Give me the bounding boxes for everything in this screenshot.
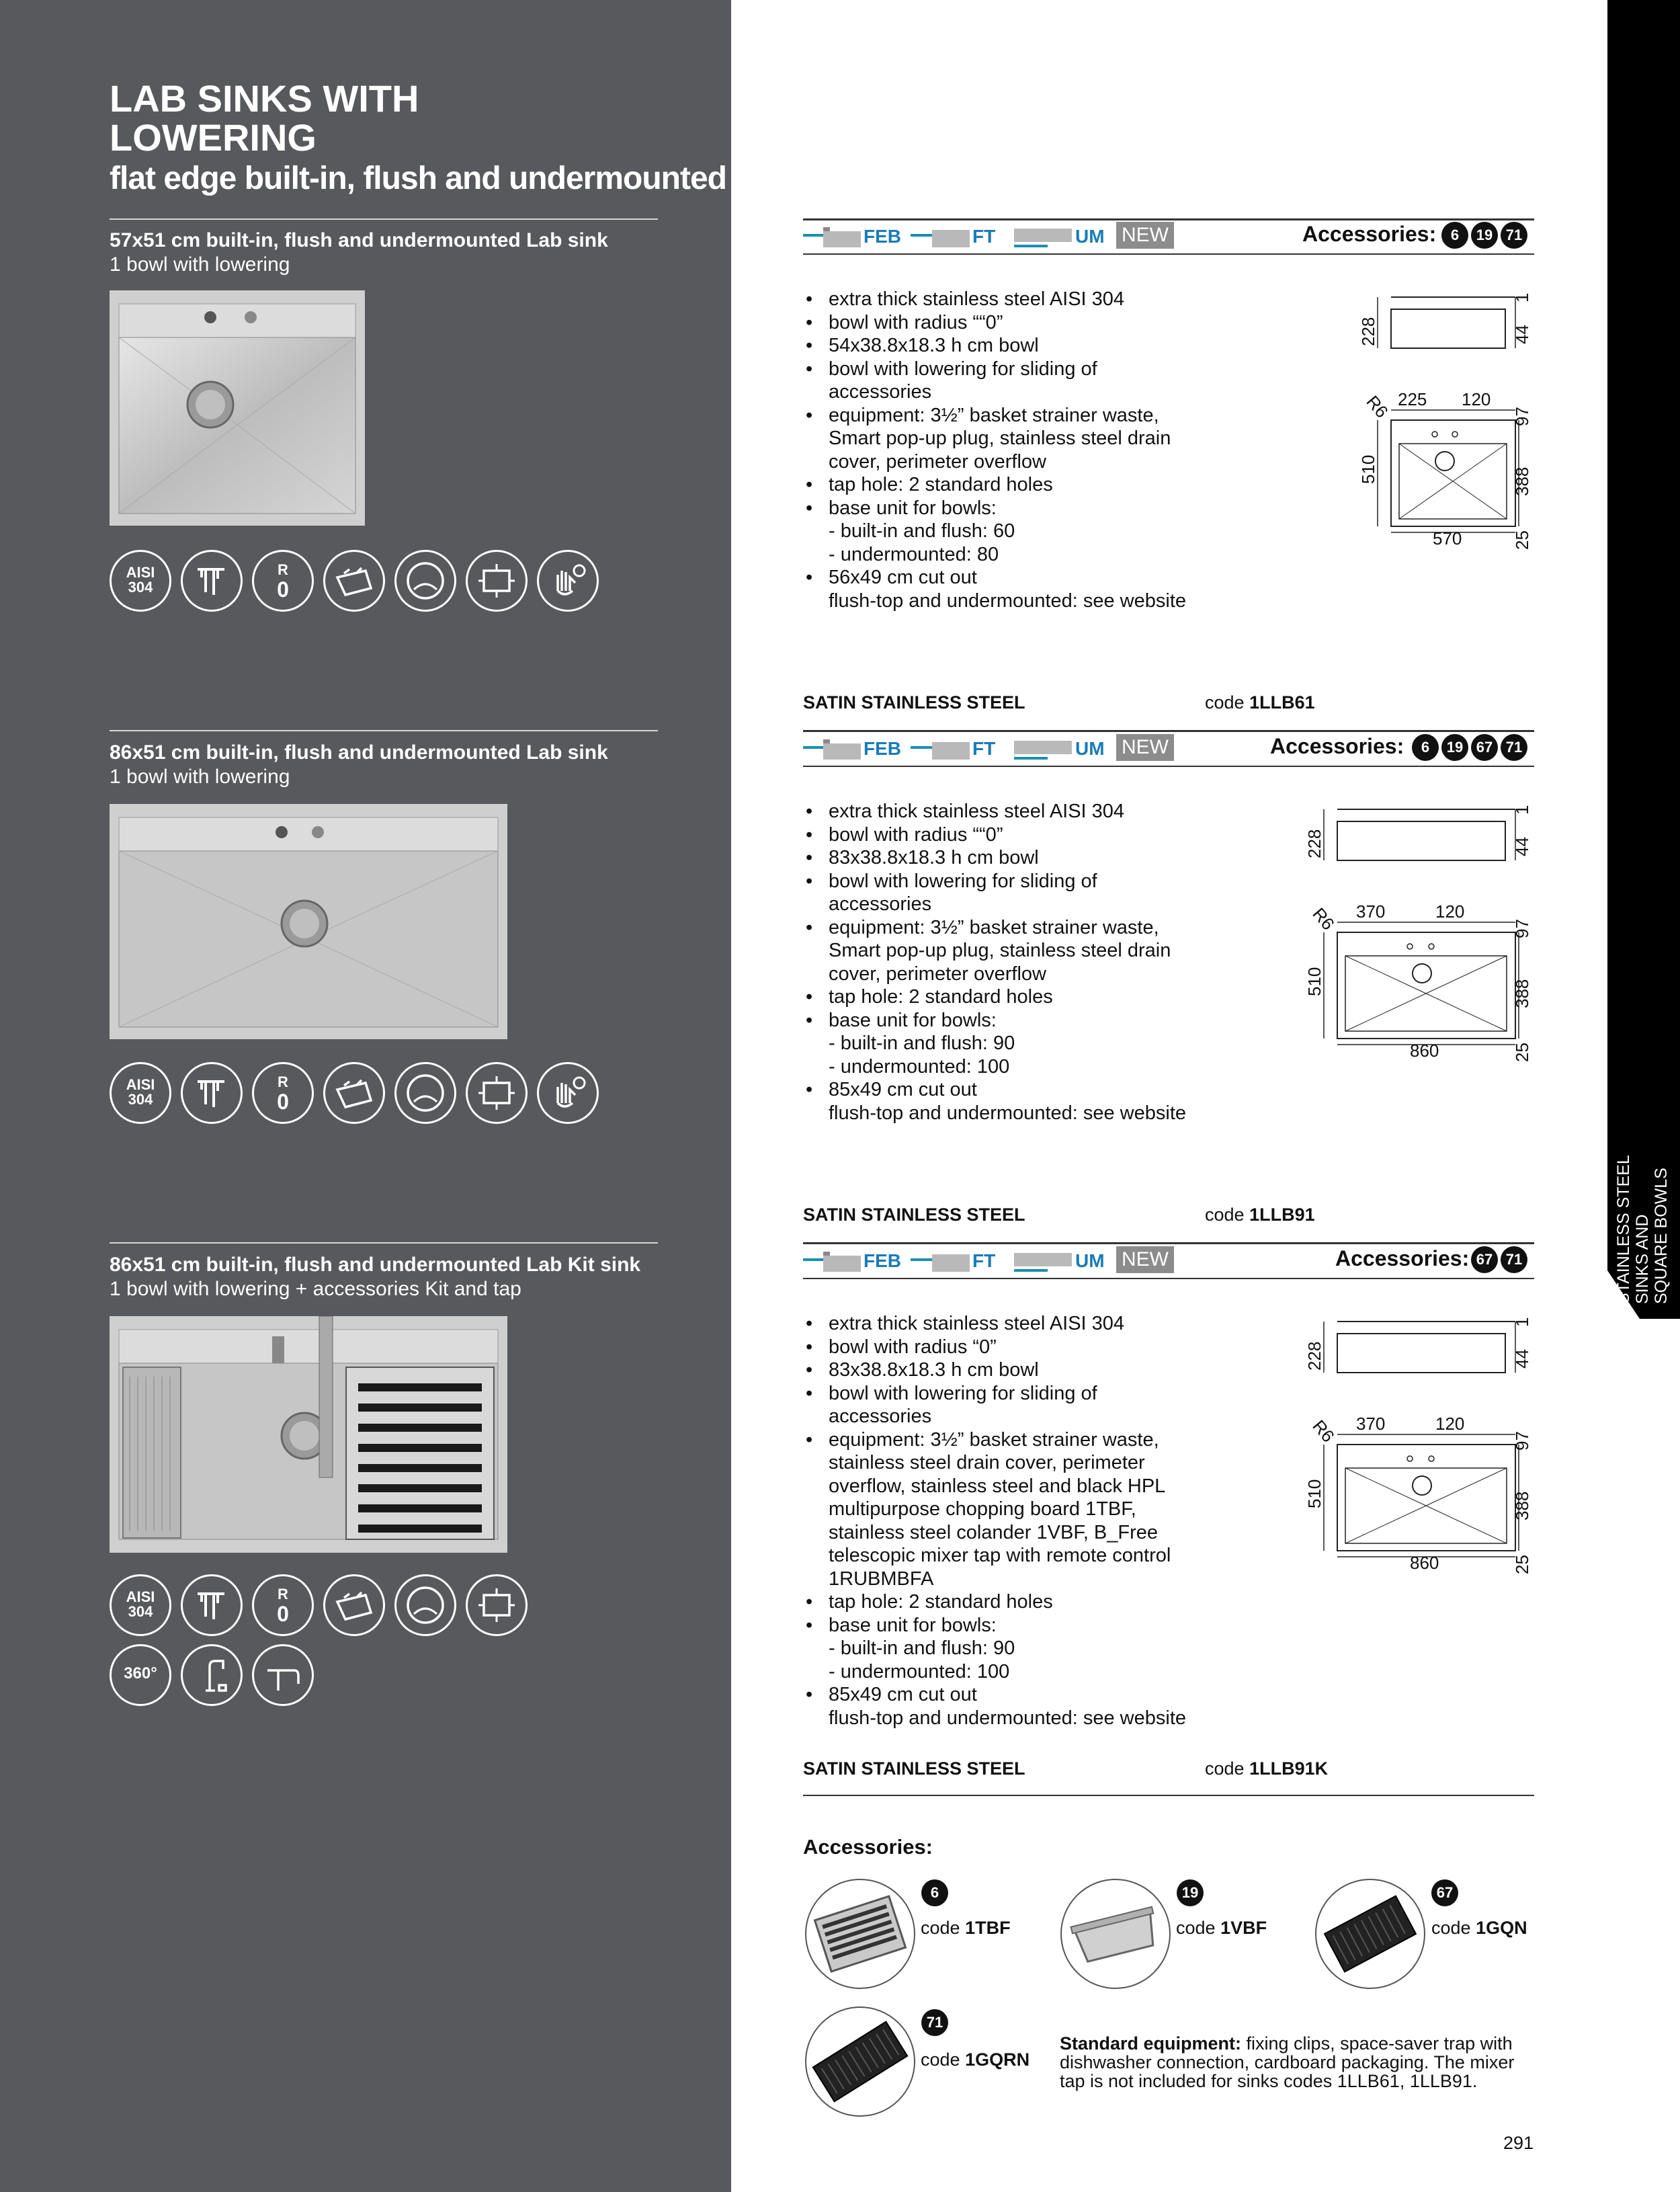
product-2-finish: SATIN STAINLESS STEEL <box>803 1205 1025 1225</box>
side-tab-line-2: SINKS AND <box>1633 1214 1652 1304</box>
dim-b: 120 <box>1462 389 1491 409</box>
product-3-specs <box>803 1312 1233 1730</box>
spec-line: telescopic mixer tap with remote control <box>829 1545 1171 1566</box>
aisi-icon-number: 304 <box>128 579 153 596</box>
radius-zero-icon <box>252 1062 314 1124</box>
accessory-colander-image <box>1060 1879 1171 1989</box>
spec-line: • extra thick stainless steel AISI 304 <box>803 800 1233 823</box>
dim-r6: R6 <box>1362 391 1392 422</box>
hand-wash-icon <box>537 550 599 612</box>
product-3-finish: SATIN STAINLESS STEEL <box>803 1758 1025 1779</box>
product-3-code <box>1205 1758 1328 1779</box>
aisi-304-icon <box>110 550 171 612</box>
product-3-technical-drawing <box>1297 1307 1552 1582</box>
accessory-number-badge: 67 <box>1431 1879 1458 1906</box>
um-label: UM <box>1075 1250 1105 1271</box>
accessory-code <box>1176 1918 1267 1939</box>
product-2-code <box>1205 1205 1315 1225</box>
radius-icon-number: 0 <box>277 1602 289 1626</box>
spec-line: flush-top and undermounted: see website <box>829 1102 1187 1124</box>
product-1-specs <box>803 288 1233 612</box>
product-3-bottom-rule <box>803 1795 1534 1796</box>
caliper-icon <box>181 1062 243 1124</box>
aisi-icon-label: AISI <box>126 1588 155 1605</box>
spec-line: - built-in and flush: 90 <box>829 1637 1015 1659</box>
accessory-number-badge: 6 <box>921 1879 948 1906</box>
spec-line: • tap hole: 2 standard holes <box>803 985 1233 1009</box>
dim-25: 25 <box>1512 1555 1532 1574</box>
cut-out-icon <box>466 1062 528 1124</box>
dim-1: 1 <box>1512 1317 1532 1327</box>
dim-1: 1 <box>1512 805 1532 815</box>
radius-icon-label: R <box>278 561 288 578</box>
drain-icon <box>394 1574 456 1636</box>
product-1-title-sub: 1 bowl with lowering <box>110 253 290 276</box>
spec-line: - undermounted: 100 <box>829 1055 1010 1078</box>
hand-wash-icon <box>537 1062 599 1124</box>
caliper-icon <box>181 550 243 612</box>
feb-label: FEB <box>864 738 901 759</box>
spec-line: • equipment: 3½” basket strainer waste, <box>803 404 1233 428</box>
accessory-chopping-board-image <box>805 1879 915 1989</box>
radius-zero-icon <box>252 1574 314 1636</box>
spec-line: • extra thick stainless steel AISI 304 <box>803 1312 1233 1336</box>
spec-line: overflow, stainless steel and black HPL <box>829 1475 1166 1497</box>
telescopic-tap-icon <box>252 1644 314 1706</box>
radius-icon-number: 0 <box>277 577 289 602</box>
spec-line: • equipment: 3½” basket strainer waste, <box>803 1428 1233 1452</box>
spec-line: flush-top and undermounted: see website <box>829 590 1187 612</box>
aisi-304-icon <box>110 1574 171 1636</box>
accessory-badge: 67 <box>1471 1246 1498 1273</box>
accessory-badge: 6 <box>1412 734 1439 761</box>
code-label: code <box>1205 1205 1245 1225</box>
page-title <box>110 79 419 157</box>
spec-line: cover, perimeter overflow <box>829 963 1046 985</box>
caliper-icon <box>181 1574 243 1636</box>
dim-a: 370 <box>1356 901 1386 922</box>
product-2-spec-header <box>803 734 1534 777</box>
dim-44: 44 <box>1512 325 1532 344</box>
feb-label: FEB <box>864 226 901 247</box>
spec-line: • 85x49 cm cut out <box>803 1683 1233 1707</box>
feb-label: FEB <box>864 1250 901 1271</box>
product-3-header-rule <box>803 1278 1534 1279</box>
dim-388: 388 <box>1512 1491 1532 1520</box>
dim-width: 570 <box>1433 528 1462 549</box>
spec-line: Smart pop-up plug, stainless steel drain <box>829 428 1171 449</box>
product-3-title-sub: 1 bowl with lowering + accessories Kit and tap <box>110 1278 521 1300</box>
product-code: 1LLB91K <box>1249 1758 1329 1779</box>
dim-228: 228 <box>1358 317 1378 346</box>
dim-510: 510 <box>1304 967 1325 996</box>
code-label: code <box>1176 1918 1216 1938</box>
dim-44: 44 <box>1512 1349 1532 1369</box>
spec-line: • 83x38.8x18.3 h cm bowl <box>803 1358 1233 1382</box>
spec-line: 1RUBMBFA <box>829 1568 934 1590</box>
spec-line: • tap hole: 2 standard holes <box>803 1590 1233 1614</box>
product-2-technical-drawing <box>1297 795 1552 1070</box>
dim-b: 120 <box>1435 1414 1465 1434</box>
dim-r6: R6 <box>1308 903 1339 934</box>
spec-line: • bowl with radius ““0” <box>803 311 1233 335</box>
spec-line: • equipment: 3½” basket strainer waste, <box>803 916 1233 940</box>
spec-line: - built-in and flush: 60 <box>829 520 1015 542</box>
product-1-header-rule <box>803 253 1534 255</box>
dim-width: 860 <box>1410 1041 1439 1061</box>
title-line-2: LOWERING <box>110 116 317 159</box>
product-2-title <box>110 741 608 789</box>
spec-line: - built-in and flush: 90 <box>829 1032 1015 1054</box>
accessory-code-value: 1VBF <box>1220 1918 1267 1938</box>
pot-icon <box>323 1574 385 1636</box>
dim-r6: R6 <box>1308 1416 1339 1447</box>
dim-228: 228 <box>1304 1341 1325 1371</box>
accessories-label: Accessories: <box>1270 734 1404 758</box>
spec-line: • bowl with radius ““0” <box>803 823 1233 847</box>
dim-1: 1 <box>1512 292 1532 302</box>
spec-line: • bowl with lowering for sliding of <box>803 1382 1233 1406</box>
ft-label: FT <box>972 1250 996 1271</box>
accessory-badge: 19 <box>1441 734 1468 761</box>
product-2-top-rule <box>803 730 1534 732</box>
spec-line: accessories <box>829 381 932 403</box>
title-line-1: LAB SINKS WITH <box>110 77 419 120</box>
radius-icon-number: 0 <box>277 1090 289 1114</box>
accessory-badge: 67 <box>1471 734 1498 761</box>
new-badge: NEW <box>1116 734 1174 761</box>
aisi-icon-label: AISI <box>126 1076 155 1093</box>
mixer-tap-icon <box>181 1644 243 1706</box>
accessory-badge: 71 <box>1501 734 1527 761</box>
ft-label: FT <box>972 226 996 247</box>
spec-line: • 85x49 cm cut out <box>803 1078 1233 1102</box>
dim-a: 370 <box>1356 1414 1386 1434</box>
product-2-divider <box>110 730 658 731</box>
accessories-label: Accessories: <box>1302 222 1437 246</box>
product-1-photo <box>110 290 365 526</box>
product-3-top-rule <box>803 1242 1534 1244</box>
side-tab-line-3: SQUARE BOWLS <box>1652 1168 1671 1304</box>
cut-out-icon <box>466 550 528 612</box>
dim-388: 388 <box>1512 466 1532 496</box>
spec-line: Smart pop-up plug, stainless steel drain <box>829 940 1171 961</box>
accessories-section-title: Accessories: <box>803 1835 933 1859</box>
side-tab-text <box>1613 1116 1673 1304</box>
spec-line: • 56x49 cm cut out <box>803 566 1233 590</box>
radius-icon-label: R <box>278 1073 288 1090</box>
spec-line: • 54x38.8x18.3 h cm bowl <box>803 334 1233 358</box>
standard-equipment-label: Standard equipment: <box>1060 2033 1242 2054</box>
um-label: UM <box>1075 226 1105 247</box>
product-3-title-bold: 86x51 cm built-in, flush and undermounted Lab Kit sink <box>110 1254 641 1276</box>
accessory-code-value: 1TBF <box>965 1918 1011 1938</box>
new-badge: NEW <box>1116 1246 1174 1273</box>
spec-line: • 83x38.8x18.3 h cm bowl <box>803 846 1233 870</box>
product-1-code <box>1205 692 1315 713</box>
dim-a: 225 <box>1398 389 1427 409</box>
new-badge: NEW <box>1116 222 1174 249</box>
accessory-number-badge: 71 <box>921 2009 948 2036</box>
aisi-304-icon <box>110 1062 171 1124</box>
product-1-divider <box>110 218 658 220</box>
code-label: code <box>1431 1918 1471 1938</box>
product-2-photo <box>110 804 507 1039</box>
spec-line: accessories <box>829 1406 932 1427</box>
dim-228: 228 <box>1304 829 1325 858</box>
spec-line: • bowl with radius “0” <box>803 1336 1233 1359</box>
accessory-grid-rectangular-image <box>805 2006 915 2117</box>
spec-line: • base unit for bowls: <box>803 1009 1233 1032</box>
dim-97: 97 <box>1512 407 1532 426</box>
spec-line: • base unit for bowls: <box>803 497 1233 520</box>
product-2-specs <box>803 800 1233 1125</box>
aisi-icon-number: 304 <box>128 1091 153 1108</box>
spec-line: stainless steel drain cover, perimeter <box>829 1452 1145 1473</box>
drain-icon <box>394 1062 456 1124</box>
spec-line: • bowl with lowering for sliding of <box>803 358 1233 381</box>
code-label: code <box>1205 692 1245 713</box>
um-label: UM <box>1075 738 1105 759</box>
product-1-title-bold: 57x51 cm built-in, flush and undermounted Lab sink <box>110 229 608 251</box>
accessory-code-value: 1GQN <box>1476 1918 1527 1938</box>
spec-line: • extra thick stainless steel AISI 304 <box>803 288 1233 311</box>
standard-equipment-text: fixing clips, space-saver trap with dishwasher connection, cardboard packaging. The mixer tap is not included for sinks codes 1LLB61, 1LLB91. <box>1060 2033 1515 2091</box>
accessory-code <box>921 2049 1030 2070</box>
side-tab-line-1: STAINLESS STEEL <box>1614 1155 1633 1304</box>
pot-icon <box>323 550 385 612</box>
radius-icon-label: R <box>278 1586 288 1602</box>
product-2-title-bold: 86x51 cm built-in, flush and undermounted Lab sink <box>110 741 608 764</box>
page-subtitle: flat edge built-in, flush and undermounted <box>110 161 726 196</box>
dim-510: 510 <box>1358 454 1378 484</box>
aisi-icon-number: 304 <box>128 1603 153 1620</box>
standard-equipment-note <box>1060 2034 1544 2090</box>
code-label: code <box>1205 1758 1245 1779</box>
rotation-icon-label: 360° <box>124 1664 157 1682</box>
dim-510: 510 <box>1304 1479 1325 1508</box>
drain-icon <box>394 550 456 612</box>
product-code: 1LLB61 <box>1249 692 1315 713</box>
spec-line: cover, perimeter overflow <box>829 450 1046 473</box>
aisi-icon-label: AISI <box>126 564 155 581</box>
accessory-badge: 71 <box>1501 222 1527 249</box>
accessory-code-value: 1GQRN <box>965 2049 1030 2070</box>
accessory-badge: 19 <box>1471 222 1498 249</box>
product-code: 1LLB91 <box>1249 1205 1315 1225</box>
product-1-spec-header <box>803 222 1534 265</box>
dim-b: 120 <box>1435 901 1465 922</box>
accessory-grid-image <box>1315 1879 1425 1989</box>
product-2-title-sub: 1 bowl with lowering <box>110 766 290 788</box>
dim-width: 860 <box>1410 1553 1439 1573</box>
code-label: code <box>921 1918 960 1938</box>
spec-line: flush-top and undermounted: see website <box>829 1707 1187 1729</box>
page-number: 291 <box>1503 2133 1534 2153</box>
accessories-label: Accessories: <box>1335 1246 1470 1270</box>
spec-line: - undermounted: 100 <box>829 1660 1010 1682</box>
dim-388: 388 <box>1512 979 1532 1008</box>
product-3-divider <box>110 1242 658 1244</box>
code-label: code <box>921 2049 960 2070</box>
spec-line: • tap hole: 2 standard holes <box>803 473 1233 497</box>
radius-zero-icon <box>252 550 314 612</box>
dim-44: 44 <box>1512 837 1532 856</box>
accessory-badge: 71 <box>1501 1246 1527 1273</box>
cut-out-icon <box>466 1574 528 1636</box>
accessory-code <box>921 1918 1011 1939</box>
pot-icon <box>323 1062 385 1124</box>
product-1-title <box>110 229 608 277</box>
product-2-header-rule <box>803 766 1534 767</box>
product-1-finish: SATIN STAINLESS STEEL <box>803 692 1025 713</box>
spec-line: - undermounted: 80 <box>829 543 999 565</box>
accessory-number-badge: 19 <box>1177 1879 1204 1906</box>
spec-line: stainless steel colander 1VBF, B_Free <box>829 1521 1159 1543</box>
product-3-title <box>110 1253 640 1301</box>
accessory-badge: 6 <box>1441 222 1468 249</box>
spec-line: • bowl with lowering for sliding of <box>803 870 1233 893</box>
ft-label: FT <box>972 738 996 759</box>
product-1-technical-drawing <box>1351 282 1552 558</box>
product-3-spec-header <box>803 1246 1534 1289</box>
dim-25: 25 <box>1512 1043 1532 1062</box>
dim-97: 97 <box>1512 1431 1532 1451</box>
spec-line: • base unit for bowls: <box>803 1614 1233 1637</box>
accessory-code <box>1431 1918 1527 1939</box>
spec-line: accessories <box>829 893 932 915</box>
spec-line: multipurpose chopping board 1TBF, <box>829 1498 1136 1520</box>
rotation-360-icon <box>110 1644 171 1706</box>
product-1-top-rule <box>803 218 1534 220</box>
dim-25: 25 <box>1512 530 1532 550</box>
product-3-photo <box>110 1316 507 1553</box>
dim-97: 97 <box>1512 919 1532 938</box>
